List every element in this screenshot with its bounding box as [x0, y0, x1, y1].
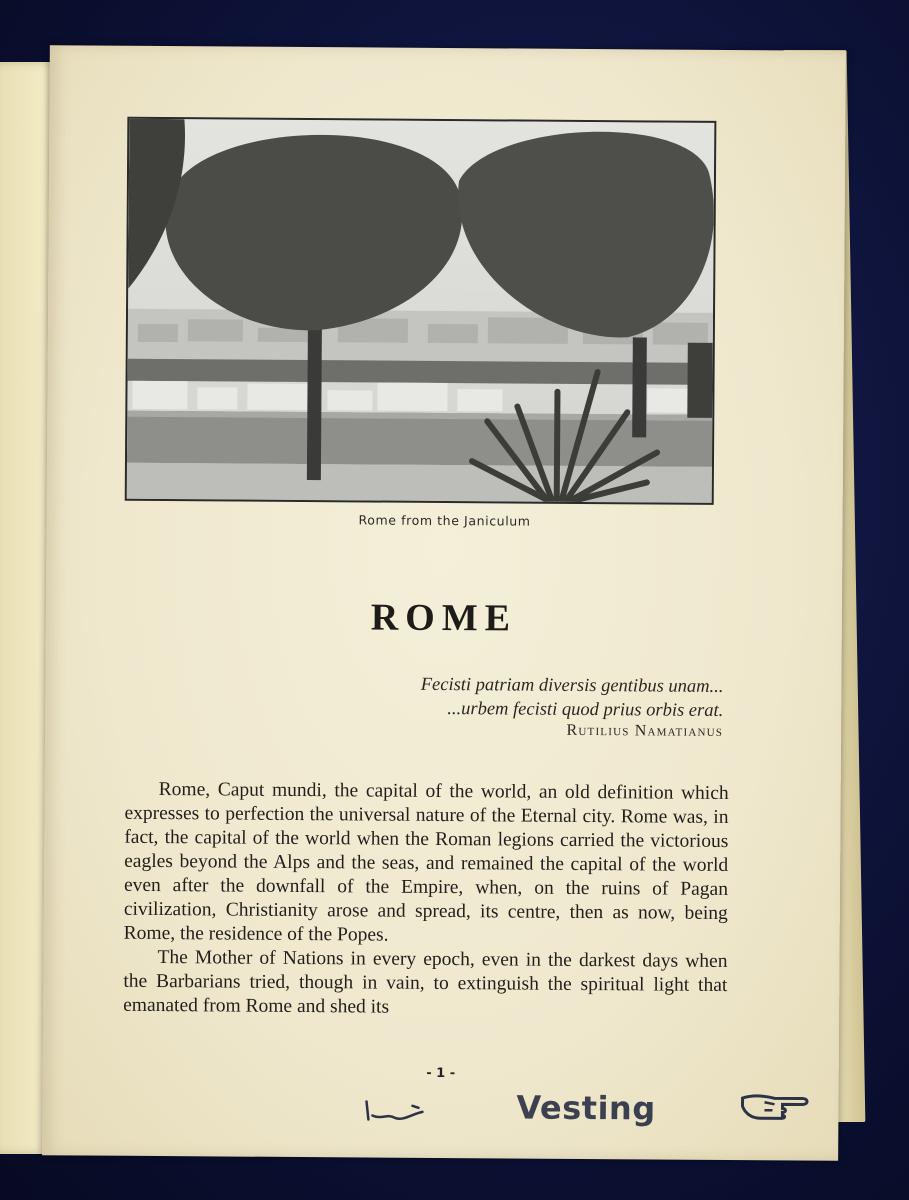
paragraph-2: The Mother of Nations in every epoch, even in the darkest days when the Barbarians tried, though in vain, to extinguish the spiritual light that emanated from Rome and shed its [123, 947, 728, 1018]
pointing-hand-stamp-icon [738, 1090, 812, 1121]
epigraph-line-2: ...urbem fecisti quod prius orbis erat. [447, 699, 724, 721]
photo-caption: Rome from the Janiculum [358, 512, 531, 529]
epigraph-quote [245, 672, 723, 723]
body-text [123, 778, 729, 1022]
rome-view-photo-icon [127, 119, 715, 503]
ink-mark-icon [362, 1095, 428, 1123]
book-page [42, 45, 846, 1161]
page-title: ROME [370, 596, 518, 640]
photograph [125, 117, 717, 505]
paragraph-1: Rome, Caput mundi, the capital of the world, an old definition which expresses to perfection the universal nature of the Eternal city. Rome was, in fact, the capital of the world when the Roman legions carried the victorious eagles beyond the Alps and the seas, and remained the capital of the world even after the downfall of the Empire, when, on the ruins of Pagan civilization, Christianity arose and spread, its centre, then as now, being Rome, the residence of the Popes. [123, 779, 729, 946]
vesting-stamp: Vesting [516, 1088, 656, 1128]
epigraph-line-1: Fecisti patriam diversis gentibus unam... [420, 674, 724, 697]
page-number: - 1 - [426, 1065, 456, 1082]
epigraph-author: Rutilius Namatianus [566, 721, 724, 740]
